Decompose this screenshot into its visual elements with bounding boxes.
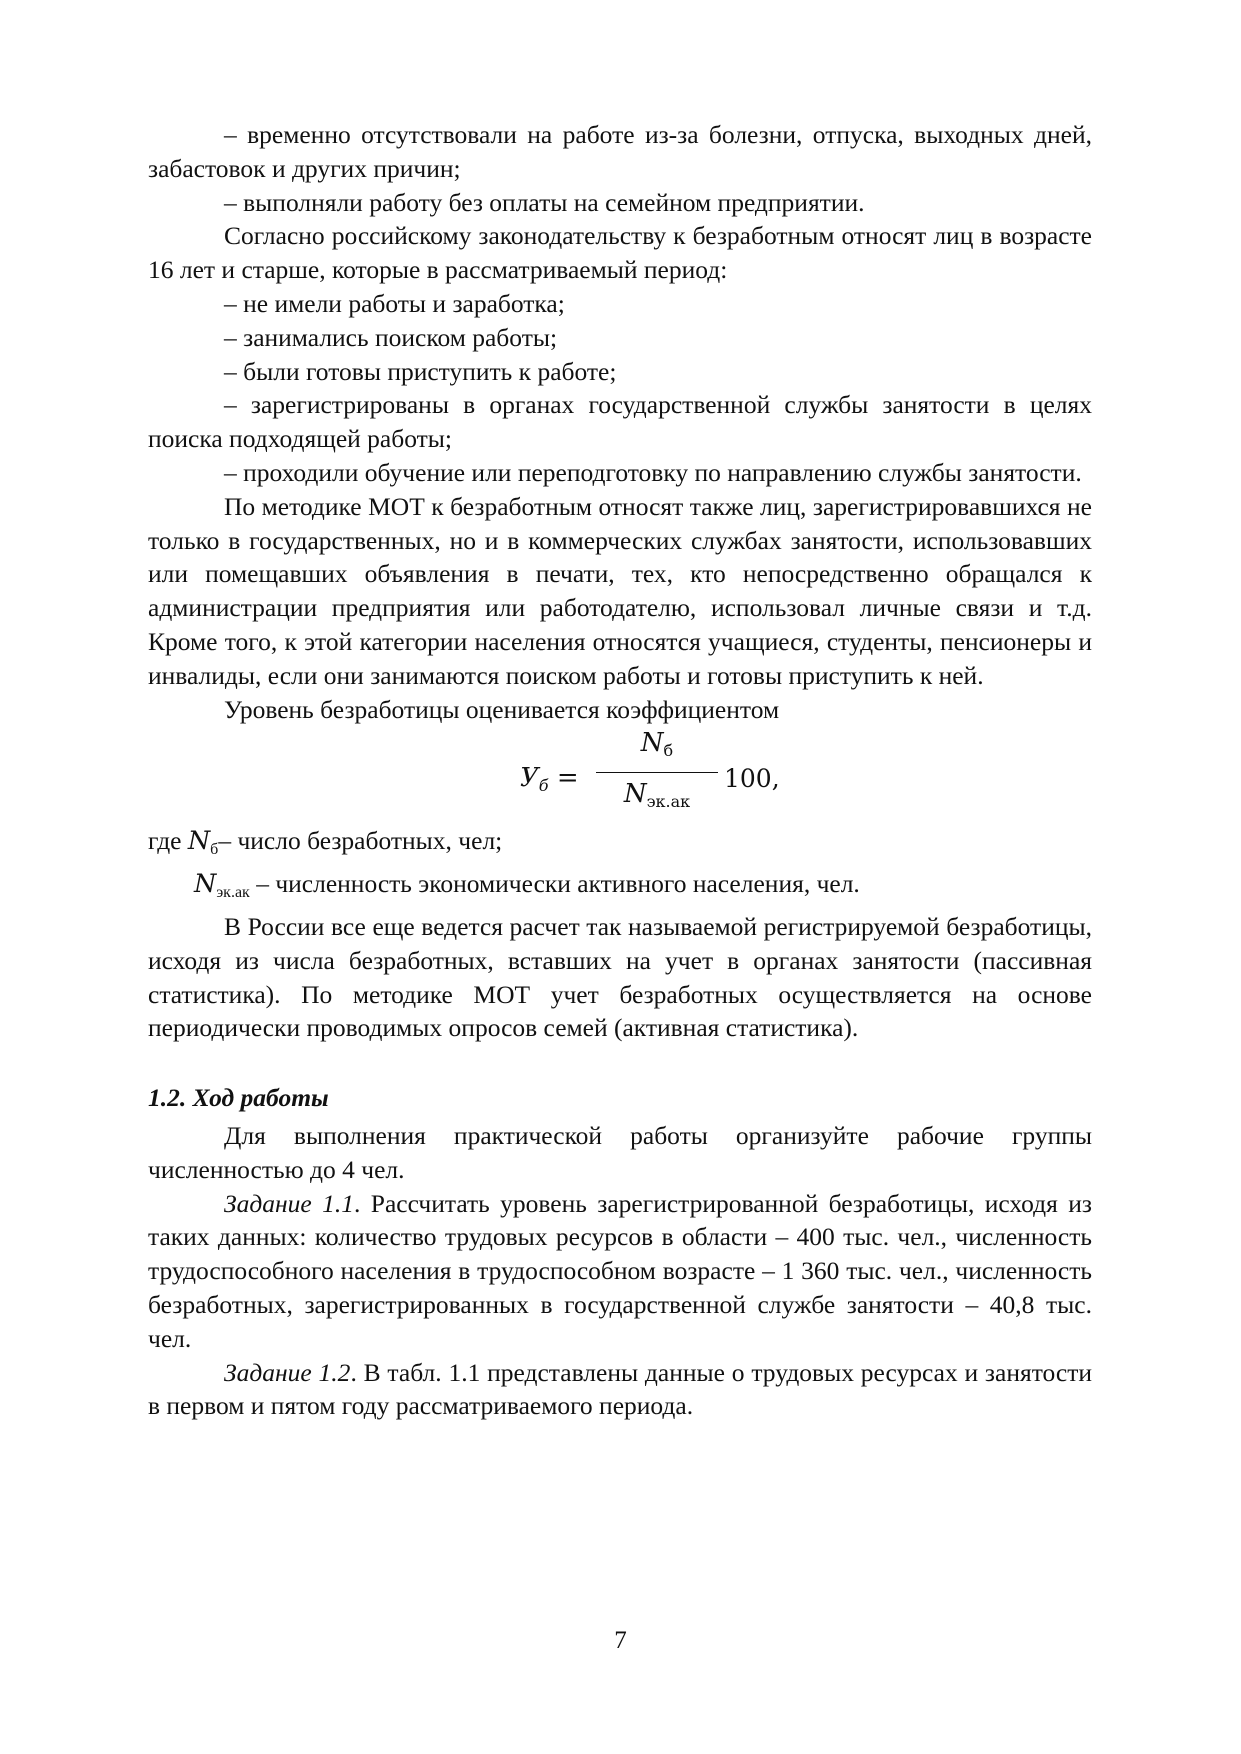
where-def-2: – численность экономически активного населения, чел. <box>249 869 860 899</box>
section-heading: 1.2. Ход работы <box>148 1083 329 1113</box>
formula-denominator <box>594 777 720 819</box>
formula-num-sub: б <box>663 741 674 761</box>
formula-equals: = <box>556 763 579 794</box>
formula-multiplier: 100, <box>724 764 780 794</box>
formula-den-var: N <box>623 779 647 810</box>
task-1-label: Задание 1.1 <box>224 1188 355 1218</box>
where-sub-1: б <box>210 841 219 859</box>
paragraph: – занимались поиском работы; <box>224 322 558 352</box>
paragraph: Для выполнения практической работы организуйте рабочие группы численностью до 4 чел. <box>148 1120 1092 1184</box>
paragraph: – выполняли работу без оплаты на семейном предприятии. <box>224 187 865 217</box>
formula-lhs <box>520 762 579 803</box>
task-1-text: . Рассчитать уровень зарегистрированной безработицы, исходя из таких данных: количество трудовых ресурсов в области – 400 тыс. чел., численность трудоспособного населения в трудоспособном возрасте – 1 360 тыс. чел., численность безработных, зарегистрированных в государственной службе занятости – 40,8 тыс. чел. <box>148 1188 1092 1353</box>
unemployment-formula <box>148 726 1092 824</box>
formula-lhs-var: У <box>520 763 539 794</box>
formula-fraction <box>594 726 720 819</box>
task-2-label: Задание 1.2 <box>224 1357 351 1387</box>
formula-den-sub: эк.ак <box>646 792 691 812</box>
paragraph: – зарегистрированы в органах государственной службы занятости в целях поиска подходящей работы; <box>148 390 1092 454</box>
where-var-2: N <box>194 869 217 900</box>
paragraph: В России все еще ведется расчет так называемой регистрируемой безработицы, исходя из числа безработных, вставших на учет в органах занятости (пассивная статистика). По методике МОТ учет безработных осуществляется на основе периодически проводимых опросов семей (активная статистика). <box>148 911 1092 1043</box>
task-1 <box>148 1187 1092 1356</box>
formula-numerator <box>594 726 720 768</box>
formula-lhs-sub: б <box>538 776 549 796</box>
paragraph: – проходили обучение или переподготовку по направлению службы занятости. <box>224 457 1082 487</box>
fraction-bar <box>596 772 718 773</box>
where-var-1: N <box>187 826 211 857</box>
where-prefix: где <box>148 826 182 856</box>
paragraph: По методике МОТ к безработным относят также лиц, зарегистрировавшихся не только в государственных, но и в коммерческих службах занятости, использовавших или помещавших объявления в печати, тех, кто непосредственно обращался к администрации предприятия или работодателю, использовал личные связи и т.д. Кроме того, к этой категории населения относятся учащиеся, студенты, пенсионеры и инвалиды, если они занимаются поиском работы и готовы приступить к ней. <box>148 491 1092 690</box>
where-line-2 <box>148 867 1092 910</box>
text-body <box>148 118 1092 1423</box>
formula-num-var: N <box>640 728 664 759</box>
paragraph: Уровень безработицы оценивается коэффициентом <box>224 694 780 724</box>
where-sub-2: эк.ак <box>216 884 250 902</box>
where-def-1: – число безработных, чел; <box>218 826 503 856</box>
paragraph: Согласно российскому законодательству к безработным относят лиц в возрасте 16 лет и старше, которые в рассматриваемый период: <box>148 221 1092 285</box>
task-2-text: . В табл. 1.1 представлены данные о трудовых ресурсах и занятости в первом и пятом году рассматриваемого периода. <box>148 1357 1093 1421</box>
paragraph: – временно отсутствовали на работе из-за болезни, отпуска, выходных дней, забастовок и других причин; <box>148 120 1092 183</box>
task-2 <box>148 1356 1092 1424</box>
paragraph: – не имели работы и заработка; <box>224 288 565 318</box>
where-line-1 <box>148 824 1092 867</box>
paragraph: – были готовы приступить к работе; <box>224 356 617 386</box>
page-number: 7 <box>614 1627 627 1654</box>
